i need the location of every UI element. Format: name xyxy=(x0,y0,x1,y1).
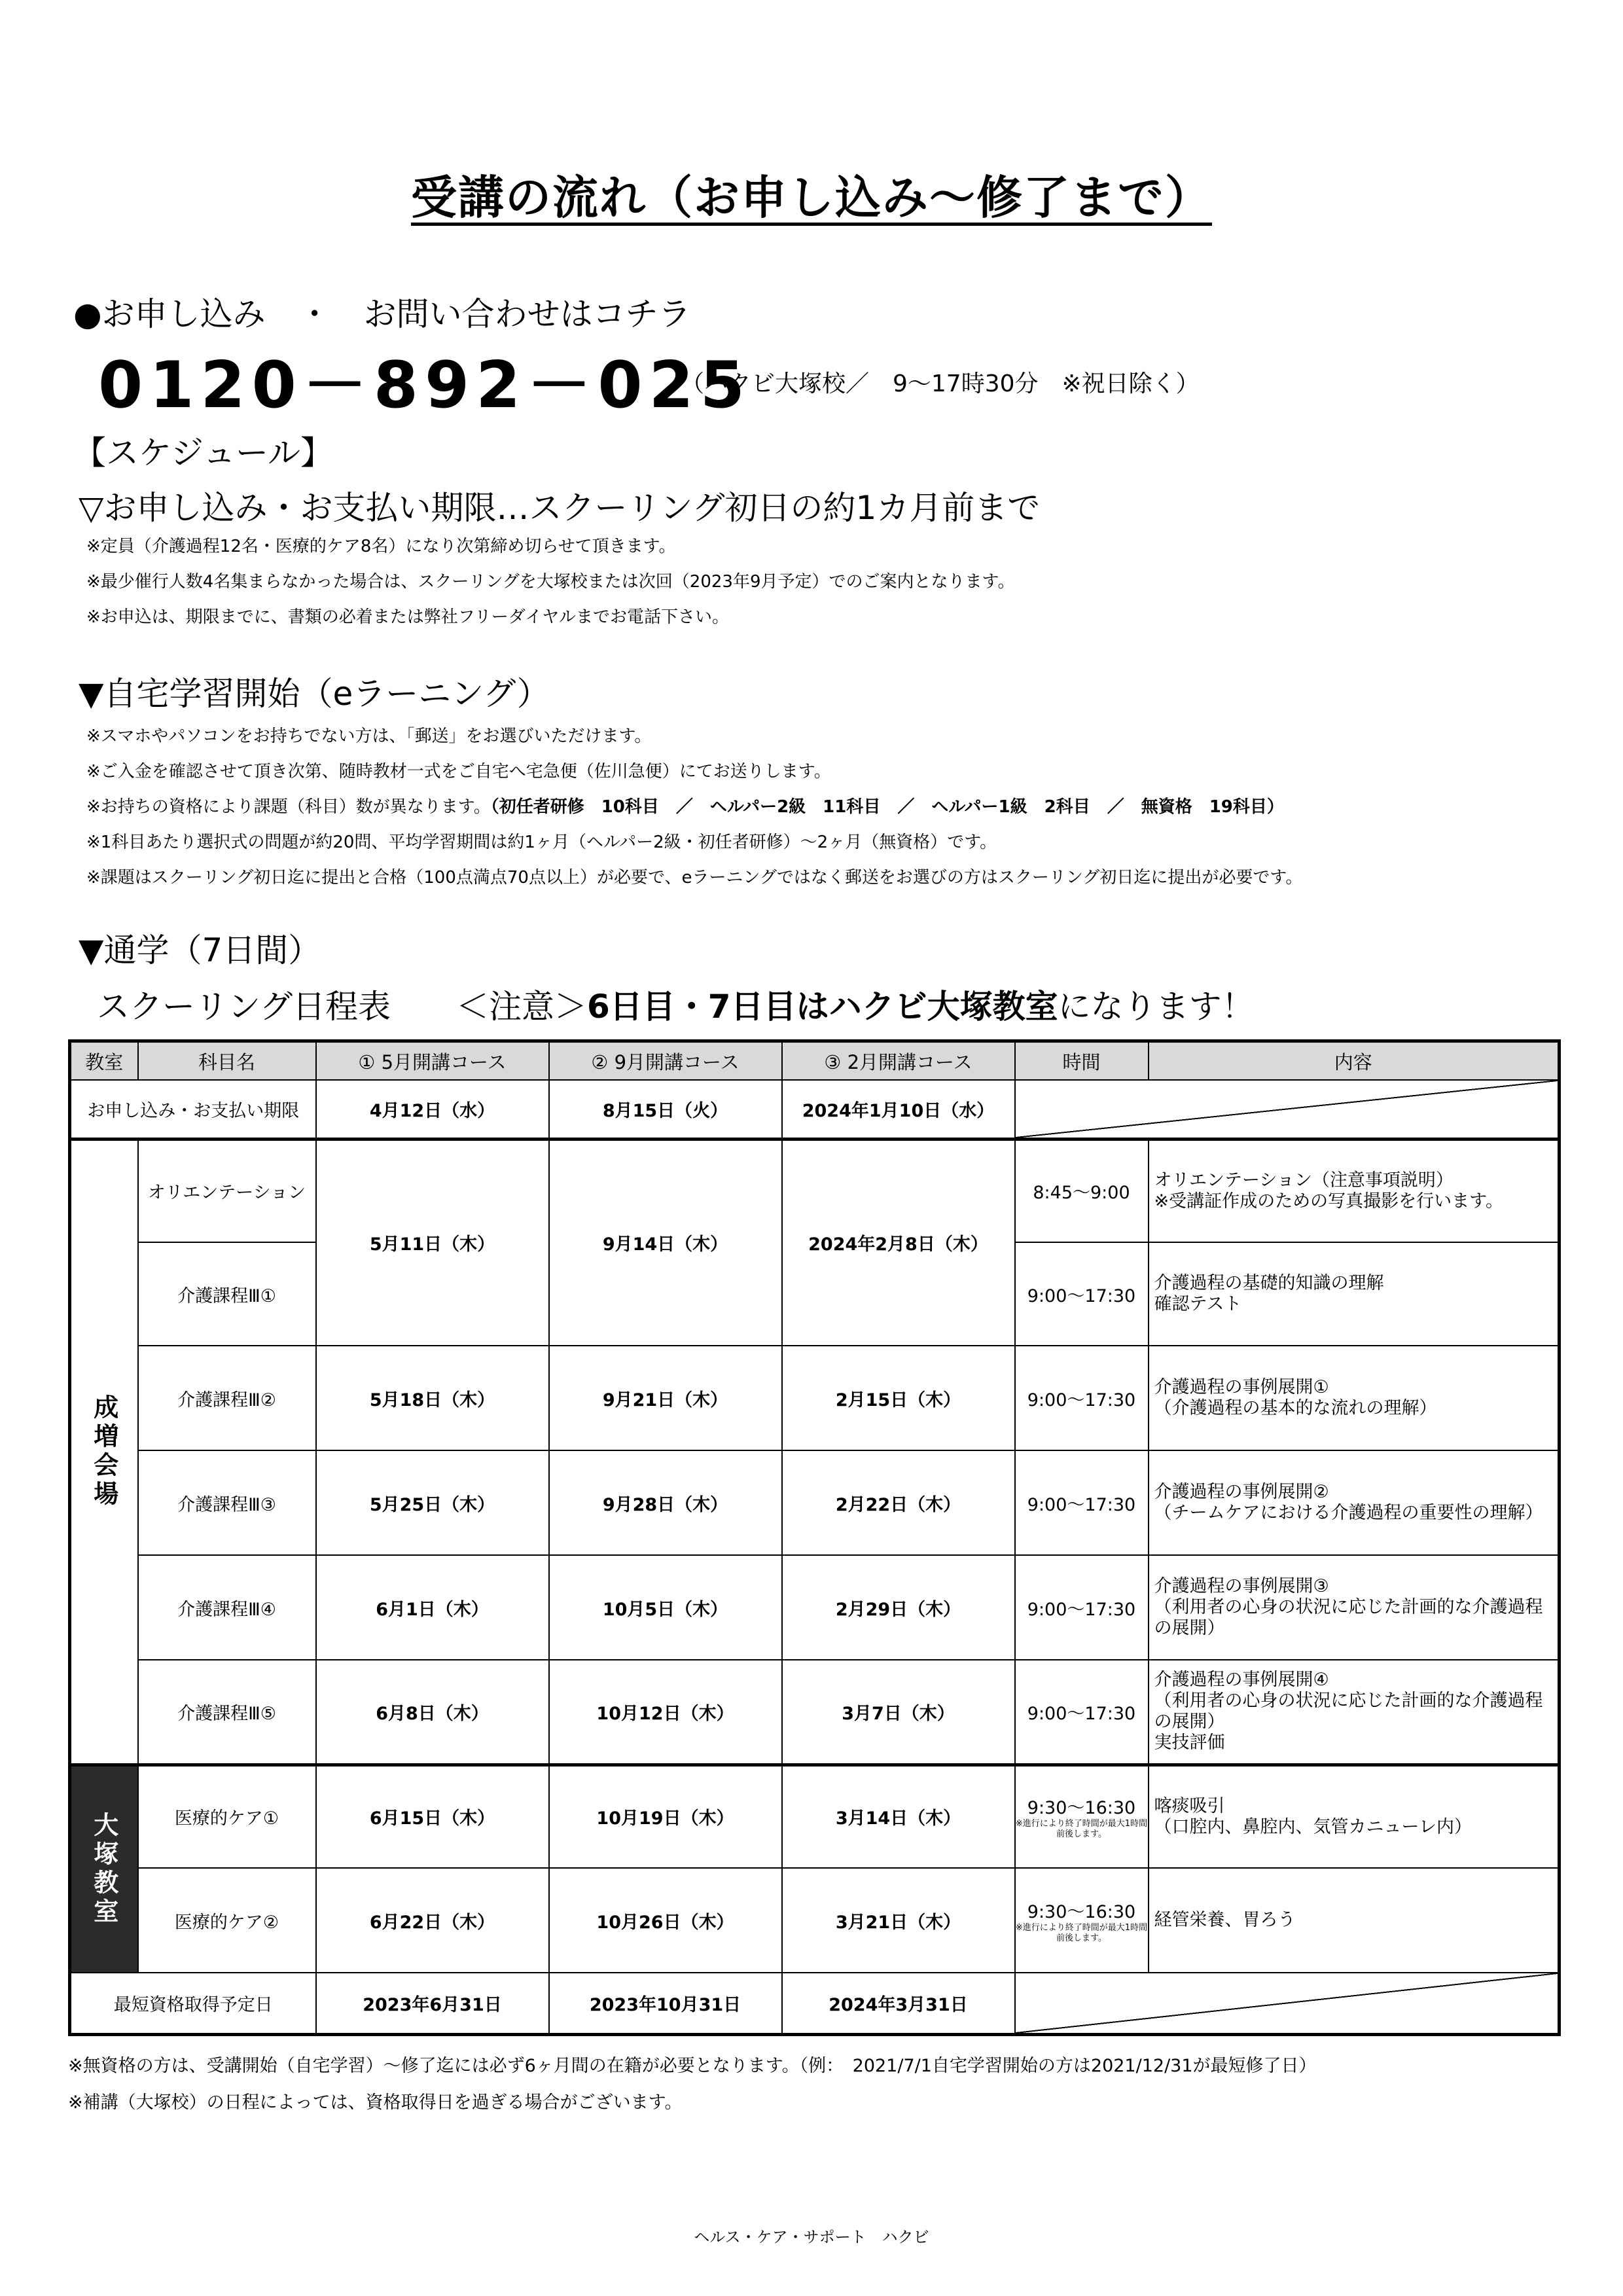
time-cell: 9:00～17:30 xyxy=(1015,1346,1149,1450)
date-cell: 8月15日（火） xyxy=(549,1080,782,1139)
date-cell: 5月18日（木） xyxy=(316,1346,549,1450)
date-cell: 10月26日（木） xyxy=(549,1868,782,1973)
date-cell: 5月25日（木） xyxy=(316,1450,549,1555)
elearning-note: ※1科目あたり選択式の問題が約20問、平均学習期間は約1ヶ月（ヘルパー2級・初任者研修）～2ヶ月（無資格）です。 xyxy=(86,833,997,852)
time-note: ※進行により終了時間が最大1時間前後します。 xyxy=(1015,1922,1148,1943)
schooling-schedule-title xyxy=(97,980,1255,1028)
contact-heading: ●お申し込み ・ お問い合わせはコチラ xyxy=(73,295,691,333)
elearning-note xyxy=(86,789,1302,825)
content-line: （利用者の心身の状況に応じた計画的な介護過程の展開） xyxy=(1154,1691,1543,1732)
phone-number[interactable]: 0120－892－025 xyxy=(98,348,751,423)
column-header: 教室 xyxy=(70,1041,138,1081)
subject-count-detail: （初任者研修 10科目 ／ ヘルパー2級 11科目 ／ ヘルパー1級 2科目 ／ 無資格 19科目） xyxy=(490,797,1284,817)
time-text: 9:30～16:30 xyxy=(1027,1901,1136,1922)
content-line: 介護過程の基礎的知識の理解 xyxy=(1154,1273,1384,1293)
content-line: （利用者の心身の状況に応じた計画的な介護過程の展開） xyxy=(1154,1597,1543,1638)
content-line: （介護過程の基本的な流れの理解） xyxy=(1154,1398,1437,1418)
date-cell: 3月7日（木） xyxy=(782,1660,1015,1765)
elearning-note: ※課題はスクーリング初日迄に提出と合格（100点満点70点以上）が必要で、eラーニングではなく郵送をお選びの方はスクーリング初日迄に提出が必要です。 xyxy=(86,868,1303,888)
date-cell: 10月19日（木） xyxy=(549,1765,782,1868)
subject-cell: 介護課程Ⅲ⑤ xyxy=(138,1660,316,1765)
column-header: 時間 xyxy=(1015,1041,1149,1081)
content-cell xyxy=(1149,1139,1560,1242)
date-cell: 2月15日（木） xyxy=(782,1346,1015,1450)
deadline-note: ※最少催行人数4名集まらなかった場合は、スクーリングを大塚校または次回（2023年9月予定）でのご案内となります。 xyxy=(86,572,1015,592)
time-cell: 9:00～17:30 xyxy=(1015,1242,1149,1346)
row-label: お申し込み・お支払い期限 xyxy=(70,1080,316,1139)
content-line: 介護過程の事例展開③ xyxy=(1154,1576,1329,1596)
time-cell xyxy=(1015,1765,1149,1868)
table-row-final xyxy=(70,1973,1560,2034)
schedule-title-warning: 6日目・7日目はハクビ大塚教室 xyxy=(587,988,1058,1026)
schooling-schedule-table xyxy=(68,1039,1561,2036)
date-cell: 3月14日（木） xyxy=(782,1765,1015,1868)
column-header: ③ 2月開講コース xyxy=(782,1041,1015,1081)
date-cell: 2024年3月31日 xyxy=(782,1973,1015,2034)
date-cell: 2024年2月8日（木） xyxy=(782,1139,1015,1346)
table-row xyxy=(70,1450,1560,1555)
footnote: ※無資格の方は、受講開始（自宅学習）～修了迄には必ず6ヶ月間の在籍が必要となります。（例： 2021/7/1自宅学習開始の方は2021/12/31が最短修了日） xyxy=(68,2056,1317,2076)
table-row xyxy=(70,1139,1560,1242)
elearning-notes xyxy=(86,719,1302,895)
content-line: 確認テスト xyxy=(1154,1294,1242,1314)
content-line: 介護過程の事例展開④ xyxy=(1154,1670,1329,1691)
table-row xyxy=(70,1555,1560,1660)
subject-cell: オリエンテーション xyxy=(138,1139,316,1242)
empty-cell xyxy=(1015,1080,1560,1139)
footnote: ※補講（大塚校）の日程によっては、資格取得日を過ぎる場合がございます。 xyxy=(68,2092,683,2113)
date-cell: 9月14日（木） xyxy=(549,1139,782,1346)
date-cell: 2月29日（木） xyxy=(782,1555,1015,1660)
schedule-heading: 【スケジュール】 xyxy=(73,434,333,472)
date-cell: 6月1日（木） xyxy=(316,1555,549,1660)
content-line: オリエンテーション（注意事項説明） xyxy=(1154,1170,1454,1191)
content-line: 経管栄養、胃ろう xyxy=(1154,1910,1296,1930)
date-cell: 10月12日（木） xyxy=(549,1660,782,1765)
date-cell: 3月21日（木） xyxy=(782,1868,1015,1973)
content-cell xyxy=(1149,1660,1560,1765)
table-row-deadline xyxy=(70,1080,1560,1139)
content-line: （口腔内、鼻腔内、気管カニューレ内） xyxy=(1154,1816,1472,1837)
content-cell xyxy=(1149,1765,1560,1868)
content-cell xyxy=(1149,1868,1560,1973)
content-cell xyxy=(1149,1555,1560,1660)
elearning-note-text: ※お持ちの資格により課題（科目）数が異なります。 xyxy=(86,797,491,817)
date-cell: 10月5日（木） xyxy=(549,1555,782,1660)
table-header-row xyxy=(70,1041,1560,1081)
deadline-note: ※お申込は、期限までに、書類の必着または弊社フリーダイヤルまでお電話下さい。 xyxy=(86,607,729,627)
content-cell xyxy=(1149,1450,1560,1555)
time-note: ※進行により終了時間が最大1時間前後します。 xyxy=(1015,1819,1148,1840)
content-line: 介護過程の事例展開② xyxy=(1154,1482,1329,1502)
content-cell xyxy=(1149,1346,1560,1450)
deadline-note: ※定員（介護過程12名・医療的ケア8名）になり次第締め切らせて頂きます。 xyxy=(86,537,676,556)
content-line: 喀痰吸引 xyxy=(1154,1795,1225,1816)
table-row xyxy=(70,1346,1560,1450)
content-cell xyxy=(1149,1242,1560,1346)
subject-cell: 介護課程Ⅲ④ xyxy=(138,1555,316,1660)
date-cell: 2月22日（木） xyxy=(782,1450,1015,1555)
column-header: 科目名 xyxy=(138,1041,316,1081)
venue-narimasu: 成増会場 xyxy=(70,1139,138,1765)
content-line: ※受講証作成のための写真撮影を行います。 xyxy=(1154,1191,1503,1211)
content-line: 介護過程の事例展開① xyxy=(1154,1377,1329,1397)
deadline-heading: ▽お申し込み・お支払い期限…スクーリング初日の約1カ月前まで xyxy=(79,489,1041,527)
date-cell: 5月11日（木） xyxy=(316,1139,549,1346)
column-header: ① 5月開講コース xyxy=(316,1041,549,1081)
venue-otsuka: 大塚教室 xyxy=(70,1765,138,1973)
date-cell: 6月8日（木） xyxy=(316,1660,549,1765)
date-cell: 4月12日（水） xyxy=(316,1080,549,1139)
date-cell: 9月28日（木） xyxy=(549,1450,782,1555)
date-cell: 6月22日（木） xyxy=(316,1868,549,1973)
column-header: ② 9月開講コース xyxy=(549,1041,782,1081)
date-cell: 2023年6月31日 xyxy=(316,1973,549,2034)
elearning-note: ※ご入金を確認させて頂き次第、随時教材一式をご自宅へ宅急便（佐川急便）にてお送りします。 xyxy=(86,762,831,781)
content-line: （チームケアにおける介護過程の重要性の理解） xyxy=(1154,1503,1543,1523)
table-row xyxy=(70,1765,1560,1868)
time-cell: 9:00～17:30 xyxy=(1015,1660,1149,1765)
time-text: 9:30～16:30 xyxy=(1027,1798,1136,1819)
time-cell xyxy=(1015,1868,1149,1973)
schedule-title-text: スクーリング日程表 ＜注意＞ xyxy=(97,988,587,1026)
subject-cell: 介護課程Ⅲ② xyxy=(138,1346,316,1450)
content-line: 実技評価 xyxy=(1154,1732,1225,1753)
time-cell: 8:45～9:00 xyxy=(1015,1139,1149,1242)
phone-hours-note: （ハクビ大塚校／ 9～17時30分 ※祝日除く） xyxy=(681,370,1200,397)
subject-cell: 医療的ケア② xyxy=(138,1868,316,1973)
date-cell: 9月21日（木） xyxy=(549,1346,782,1450)
date-cell: 2023年10月31日 xyxy=(549,1973,782,2034)
row-label: 最短資格取得予定日 xyxy=(70,1973,316,2034)
table-row xyxy=(70,1660,1560,1765)
schedule-title-tail: になります！ xyxy=(1058,988,1255,1026)
deadline-notes xyxy=(86,529,1014,635)
elearning-heading: ▼自宅学習開始（eラーニング） xyxy=(79,675,550,713)
page-title: 受講の流れ（お申し込み～修了まで） xyxy=(411,171,1212,224)
date-cell: 6月15日（木） xyxy=(316,1765,549,1868)
column-header: 内容 xyxy=(1149,1041,1560,1081)
subject-cell: 介護課程Ⅲ① xyxy=(138,1242,316,1346)
date-cell: 2024年1月10日（水） xyxy=(782,1080,1015,1139)
elearning-note: ※スマホやパソコンをお持ちでない方は、「郵送」をお選びいただけます。 xyxy=(86,726,652,746)
empty-cell xyxy=(1015,1973,1560,2034)
subject-cell: 医療的ケア① xyxy=(138,1765,316,1868)
commute-heading: ▼通学（7日間） xyxy=(79,931,321,969)
footer-company-name: ヘルス・ケア・サポート ハクビ xyxy=(694,2228,929,2246)
time-cell: 9:00～17:30 xyxy=(1015,1555,1149,1660)
subject-cell: 介護課程Ⅲ③ xyxy=(138,1450,316,1555)
table-row xyxy=(70,1868,1560,1973)
time-cell: 9:00～17:30 xyxy=(1015,1450,1149,1555)
